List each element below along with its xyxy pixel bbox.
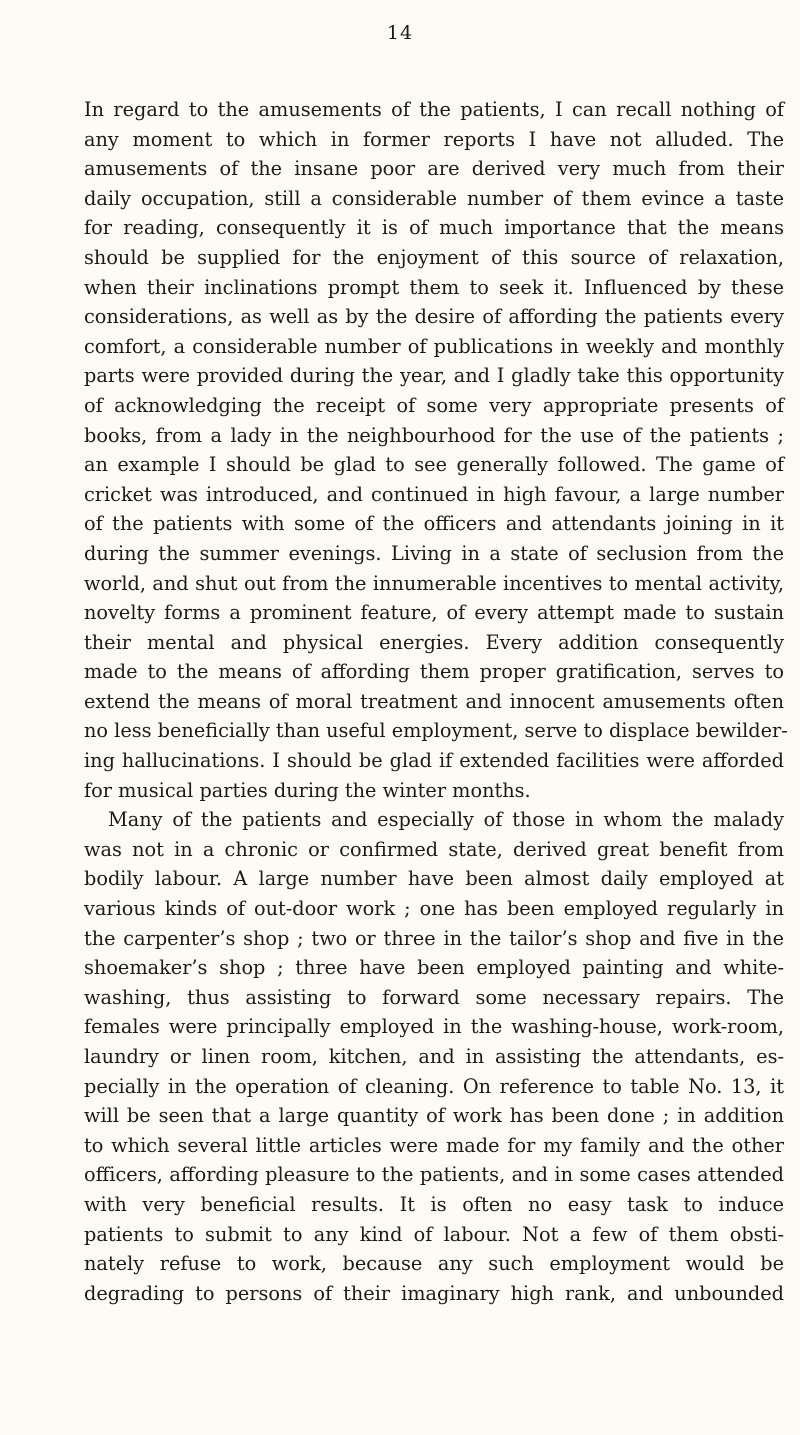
body-text bbox=[84, 95, 788, 1308]
text-line: parts were provided during the year, and I gladly take this opportunity bbox=[84, 364, 784, 388]
text-line: females were principally employed in the washing-house, work-room, bbox=[84, 1015, 784, 1039]
text-line: pecially in the operation of cleaning. On reference to table No. 13, it bbox=[84, 1074, 784, 1098]
text-line: during the summer evenings. Living in a state of seclusion from the bbox=[84, 541, 784, 565]
text-line: of the patients with some of the officers and attendants joining in it bbox=[84, 512, 784, 536]
paragraph bbox=[84, 805, 784, 1308]
text-line: extend the means of moral treatment and innocent amusements often bbox=[84, 689, 784, 713]
page-number: 14 bbox=[386, 22, 414, 44]
text-line: cricket was introduced, and continued in high favour, a large number bbox=[84, 482, 784, 506]
text-line: made to the means of affording them proper gratification, serves to bbox=[84, 660, 784, 684]
text-line: degrading to persons of their imaginary high rank, and unbounded bbox=[84, 1281, 784, 1305]
text-line: In regard to the amusements of the patients, I can recall nothing of bbox=[84, 98, 784, 121]
text-line: officers, affording pleasure to the patients, and in some cases attended bbox=[84, 1163, 784, 1187]
text-line: considerations, as well as by the desire of affording the patients every bbox=[84, 305, 784, 329]
text-line: was not in a chronic or confirmed state, derived great benefit from bbox=[84, 837, 784, 861]
text-line: with very beneficial results. It is often no easy task to induce bbox=[84, 1192, 784, 1216]
text-line: should be supplied for the enjoyment of this source of relaxation, bbox=[84, 245, 784, 269]
text-line: shoemaker’s shop ; three have been employed painting and white- bbox=[84, 956, 784, 980]
text-line: bodily labour. A large number have been almost daily employed at bbox=[84, 867, 784, 891]
text-line: an example I should be glad to see generally followed. The game of bbox=[84, 453, 784, 477]
text-line: patients to submit to any kind of labour. Not a few of them obsti- bbox=[84, 1222, 784, 1246]
text-line: world, and shut out from the innumerable incentives to mental activity, bbox=[84, 571, 784, 595]
text-line: daily occupation, still a considerable number of them evince a taste bbox=[84, 186, 784, 210]
text-line: novelty forms a prominent feature, of every attempt made to sustain bbox=[84, 601, 784, 625]
text-line: no less beneficially than useful employment, serve to displace bewilder- bbox=[84, 719, 788, 743]
text-line: to which several little articles were made for my family and the other bbox=[84, 1133, 784, 1157]
text-line: will be seen that a large quantity of work has been done ; in addition bbox=[84, 1104, 784, 1128]
text-line: books, from a lady in the neighbourhood for the use of the patients ; bbox=[84, 423, 784, 447]
paragraph bbox=[84, 95, 788, 805]
text-line: of acknowledging the receipt of some very appropriate presents of bbox=[84, 393, 784, 417]
text-line: washing, thus assisting to forward some necessary repairs. The bbox=[84, 985, 784, 1009]
text-line: when their inclinations prompt them to seek it. Influenced by these bbox=[84, 275, 784, 299]
text-line: any moment to which in former reports I have not alluded. The bbox=[84, 127, 784, 151]
text-line: for reading, consequently it is of much importance that the means bbox=[84, 216, 784, 240]
text-line: their mental and physical energies. Every addition consequently bbox=[84, 630, 784, 654]
text-line: laundry or linen room, kitchen, and in assisting the attendants, es- bbox=[84, 1045, 784, 1068]
text-line: the carpenter’s shop ; two or three in the tailor’s shop and five in the bbox=[84, 926, 784, 950]
text-line: Many of the patients and especially of those in whom the malady bbox=[108, 808, 784, 832]
text-line: for musical parties during the winter months. bbox=[84, 778, 531, 802]
text-line: amusements of the insane poor are derived very much from their bbox=[84, 157, 784, 181]
text-line: comfort, a considerable number of publications in weekly and monthly bbox=[84, 334, 784, 358]
text-line: nately refuse to work, because any such employment would be bbox=[84, 1252, 784, 1276]
text-line: ing hallucinations. I should be glad if extended facilities were afforded bbox=[84, 749, 784, 773]
text-line: various kinds of out-door work ; one has been employed regularly in bbox=[84, 897, 784, 921]
